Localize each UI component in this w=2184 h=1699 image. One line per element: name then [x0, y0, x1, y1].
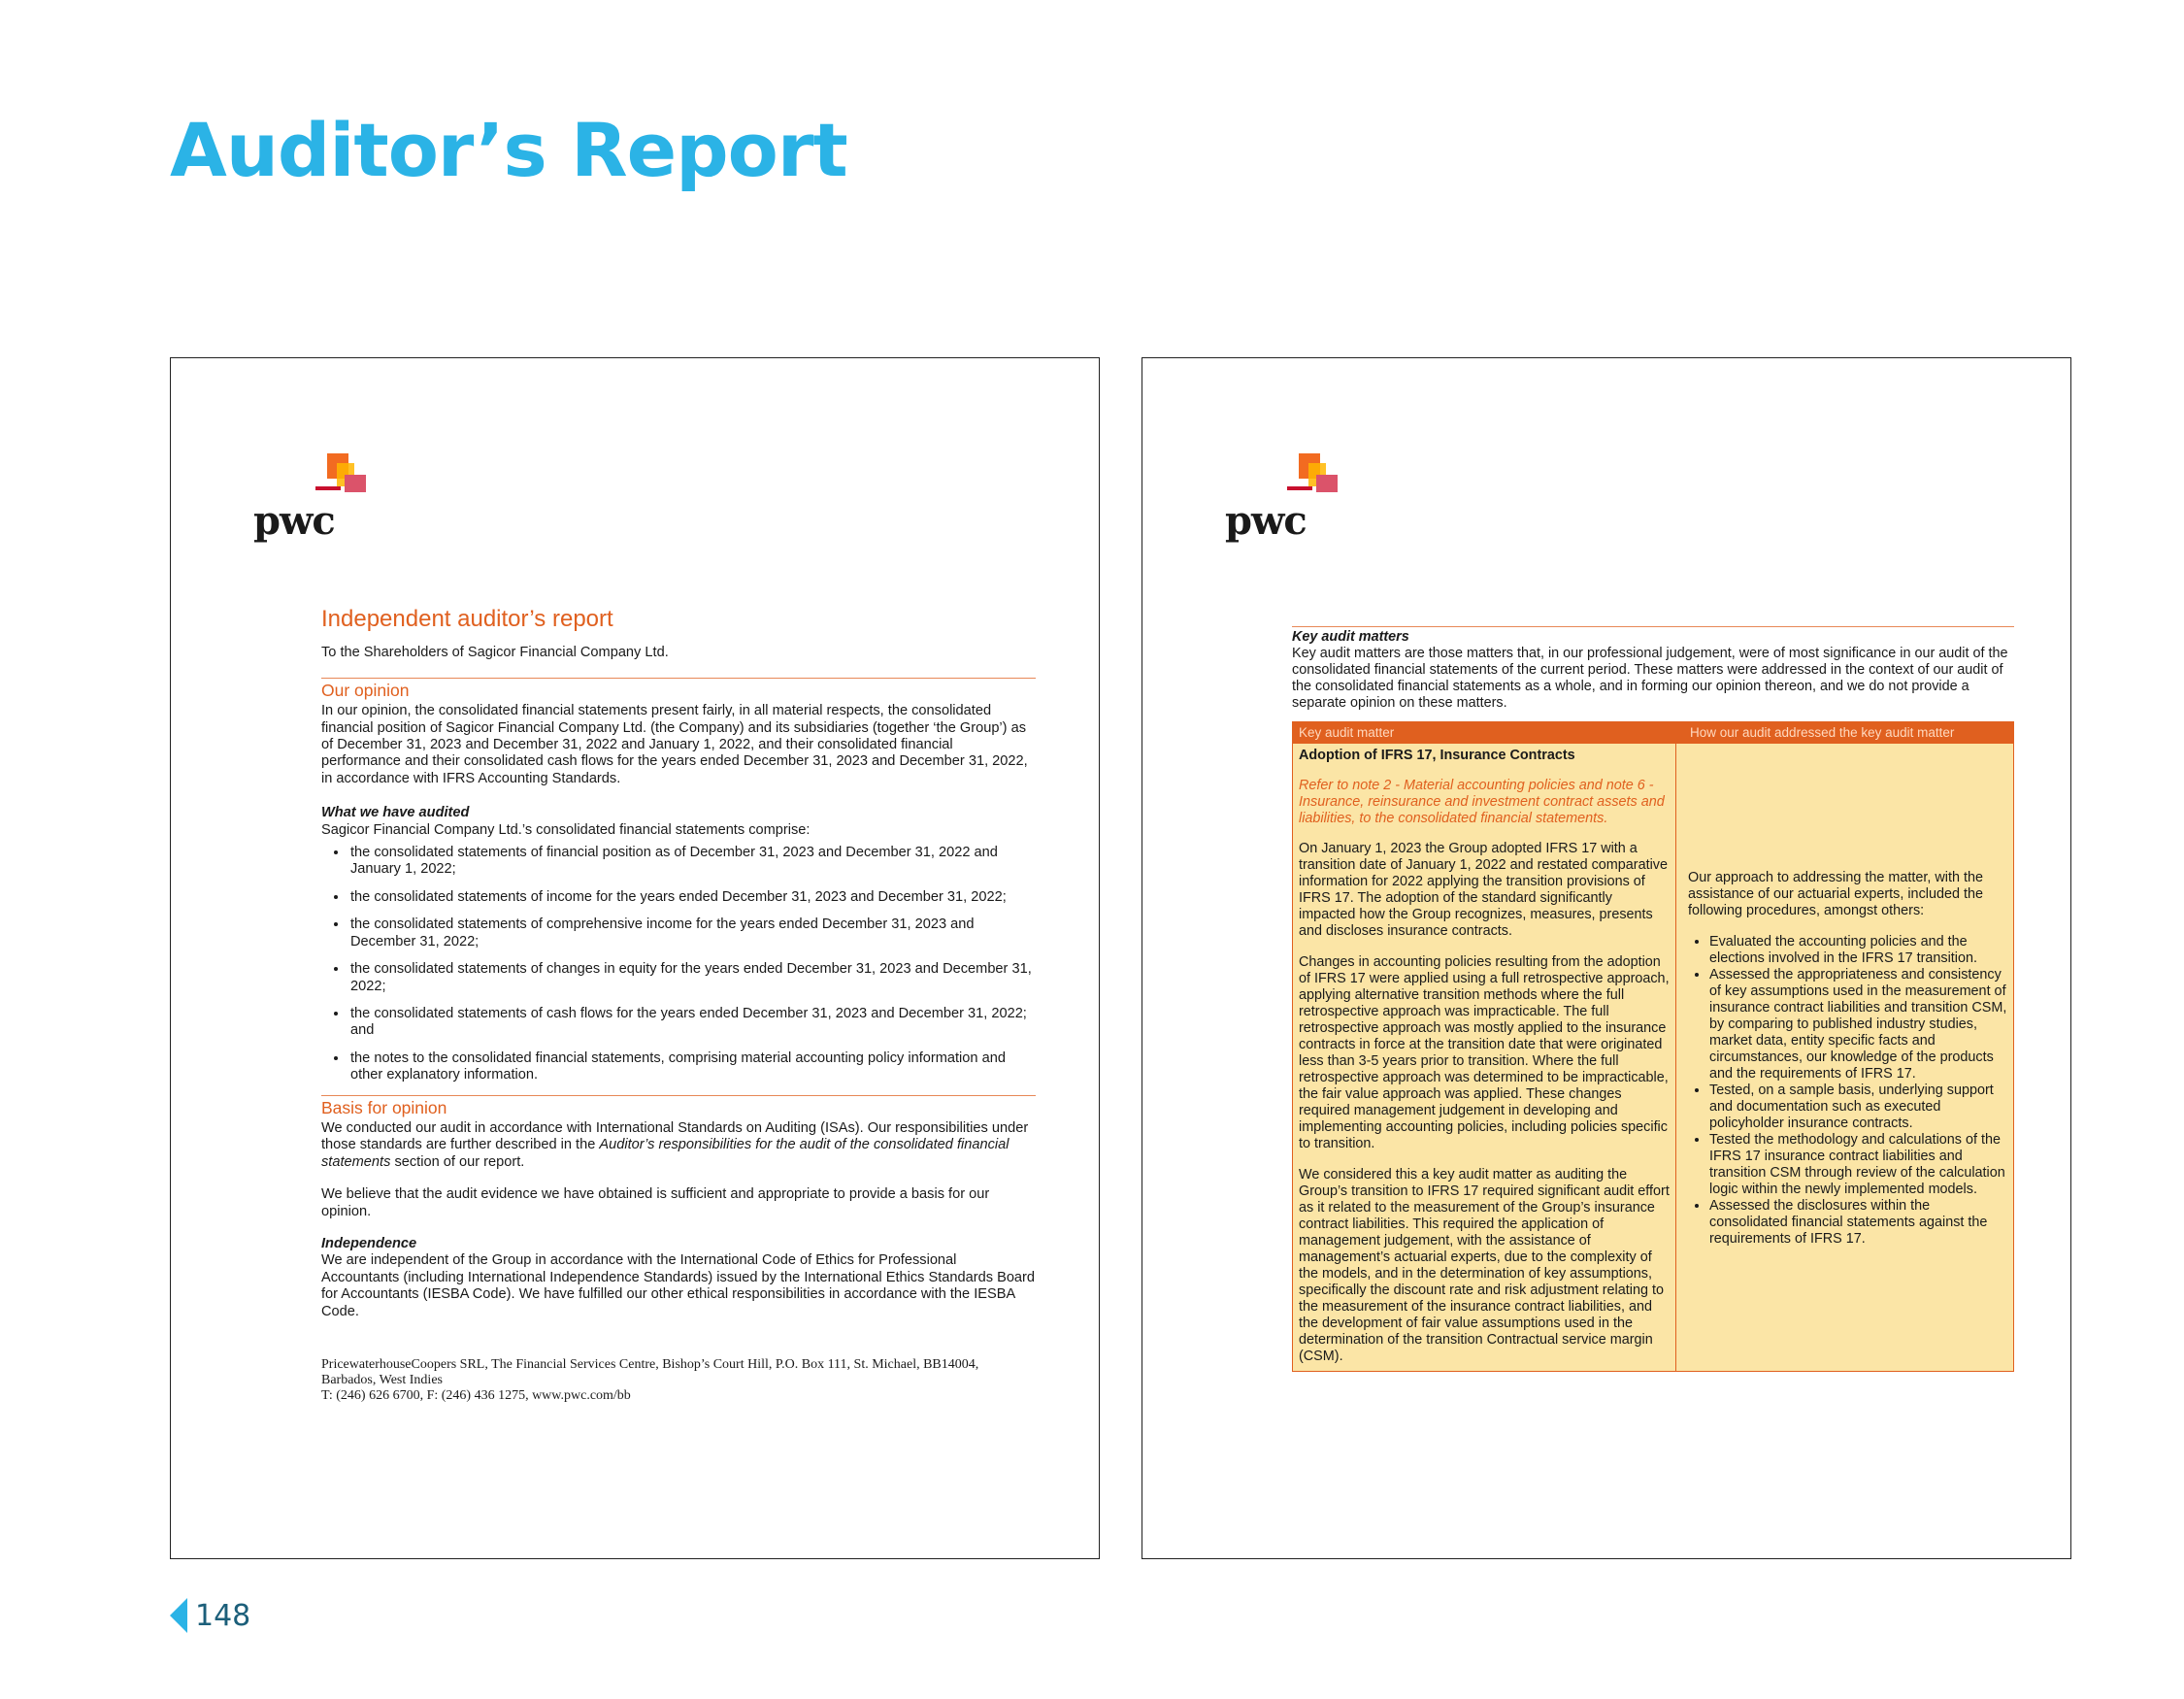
basis-text-part: section of our report. — [394, 1153, 525, 1170]
section-heading-opinion: Our opinion — [321, 680, 410, 700]
address-line: T: (246) 626 6700, F: (246) 436 1275, www.pwc.com/bb — [321, 1388, 631, 1403]
kam-table-body — [1293, 744, 2013, 1371]
section-heading-basis: Basis for opinion — [321, 1097, 447, 1117]
firm-address — [321, 1357, 1036, 1404]
pwc-wordmark: pwc — [1225, 498, 1307, 544]
page-footer — [170, 1598, 250, 1633]
list-item: • the consolidated statements of comprehensive income for the years ended December 31, 2023 and December 31, 2022; — [348, 916, 1036, 950]
address-line: PricewaterhouseCoopers SRL, The Financial Services Centre, Bishop’s Court Hill, P.O. Box 111, St. Michael, BB14004, — [321, 1357, 979, 1372]
previous-page-arrow-icon[interactable] — [170, 1598, 187, 1633]
list-item: • the consolidated statements of financial position as of December 31, 2023 and December 31, 2022 and January 1, 2022; — [348, 845, 1036, 879]
list-item: • the consolidated statements of cash flows for the years ended December 31, 2023 and December 31, 2022; and — [348, 1006, 1036, 1040]
kam-paragraph: On January 1, 2023 the Group adopted IFRS 17 with a transition date of January 1, 2022 and restated comparative information for 2022 applying the transition provisions of IFRS 17. The adoption of the standard significantly impacted how the Group recognizes, measures, presents and discloses insurance contracts. — [1299, 841, 1668, 939]
pwc-wordmark: pwc — [253, 498, 335, 544]
kam-col1-header: Key audit matter — [1299, 725, 1395, 740]
report-title: Independent auditor’s report — [321, 606, 613, 632]
procedures-list — [1688, 934, 2007, 1248]
kam-paragraph: Changes in accounting policies resulting from the adoption of IFRS 17 were applied using a full retrospective approach, applying alternative transition methods where the full retrospective approach was impracticable. The full retrospective approach was mostly applied to the insurance contracts in force at the transition date that were originated less than 3-5 years prior to transition. Where the full retrospective approach was determined to be impracticable, the fair value approach was applied. These changes required management judgement in developing and implementing accounting policies, including policies specific to transition. — [1299, 954, 1670, 1151]
kam-table — [1292, 721, 2014, 1372]
divider — [321, 678, 1036, 679]
report-page-right — [1142, 357, 2071, 1559]
audited-heading: What we have audited — [321, 805, 470, 821]
kam-table-header — [1293, 722, 2013, 744]
kam-heading: Key audit matters — [1292, 629, 1409, 645]
key-audit-matters-section — [1292, 626, 2014, 1372]
audited-intro: Sagicor Financial Company Ltd.’s consolidated financial statements comprise: — [321, 821, 811, 838]
pwc-logo — [253, 453, 370, 543]
kam-response-cell — [1676, 744, 2013, 1371]
list-item: • Evaluated the accounting policies and the elections involved in the IFRS 17 transition. — [1709, 934, 2007, 967]
basis-text-part: We conducted our audit in accordance with International Standards on Auditing (ISAs). Our responsibilities under those standards are further described in the — [321, 1119, 1029, 1153]
list-item: • Assessed the appropriateness and consistency of key assumptions used in the measurement of insurance contract liabilities and transition CSM, by comparing to published industry studies, market data, entity specific facts and circumstances, our knowledge of the products and the requirements of IFRS 17. — [1709, 967, 2007, 1083]
list-item: • the consolidated statements of income for the years ended December 31, 2023 and December 31, 2022; — [348, 889, 1036, 906]
page-number: 148 — [195, 1598, 251, 1633]
kam-paragraph: We considered this a key audit matter as auditing the Group’s transition to IFRS 17 required significant audit effort as it related to the measurement of the Group’s insurance contract liabilities. This required the application of management judgement, with the assistance of management’s actuarial experts, due to the complexity of the models, and in the determination of key assumptions, specifically the discount rate and risk adjustment relating to the measurement of the insurance contract liabilities, and the development of fair value assumptions used in the determination of the transition Contractual service margin (CSM). — [1299, 1167, 1670, 1364]
independence-text: We are independent of the Group in accordance with the International Code of Ethics for Professional Accountants (including International Independence Standards) issued by the International Ethics Standards Board for Accountants (IESBA Code). We have fulfilled our other ethical responsibilities in accordance with the IESBA Code. — [321, 1252, 1036, 1319]
report-body — [321, 606, 1036, 1404]
list-item: • Assessed the disclosures within the consolidated financial statements against the requirements of IFRS 17. — [1709, 1198, 2007, 1248]
list-item: • the notes to the consolidated financial statements, comprising material accounting policy information and other explanatory information. — [348, 1050, 1036, 1084]
kam-col2-header: How our audit addressed the key audit matter — [1690, 725, 1955, 740]
independence-heading: Independence — [321, 1235, 417, 1251]
basis-evidence-text: We believe that the audit evidence we have obtained is sufficient and appropriate to provide a basis for our opinion. — [321, 1186, 990, 1219]
divider — [1292, 626, 2014, 627]
page-title: Auditor’s Report — [170, 107, 847, 193]
kam-matter-cell — [1293, 744, 1676, 1371]
basis-text — [321, 1120, 1036, 1171]
report-page-left — [170, 357, 1100, 1559]
kam-reference: Refer to note 2 - Material accounting policies and note 6 - Insurance, reinsurance and investment contract assets and liabilities, to the consolidated financial statements. — [1299, 778, 1665, 826]
list-item: • Tested, on a sample basis, underlying support and documentation such as executed policyholder insurance contracts. — [1709, 1083, 2007, 1132]
pwc-logo — [1225, 453, 1341, 543]
list-item: • the consolidated statements of changes in equity for the years ended December 31, 2023 and December 31, 2022; — [348, 961, 1036, 995]
addressee: To the Shareholders of Sagicor Financial Company Ltd. — [321, 645, 669, 661]
opinion-text: In our opinion, the consolidated financial statements present fairly, in all material respects, the consolidated financial position of Sagicor Financial Company Ltd. (the Company) and its subsidiaries (together ‘the Group’) as of December 31, 2023 and December 31, 2022 and January 1, 2022, and their consolidated financial performance and their consolidated cash flows for the years ended December 31, 2023 and December 31, 2022, in accordance with IFRS Accounting Standards. — [321, 703, 1028, 786]
list-item: • Tested the methodology and calculations of the IFRS 17 insurance contract liabilities and transition CSM through review of the calculation logic within the newly implemented models. — [1709, 1132, 2007, 1198]
kam-title: Adoption of IFRS 17, Insurance Contracts — [1299, 748, 1575, 763]
divider — [321, 1095, 1036, 1096]
basis-text-italic: Auditor’s responsibilities for the audit of the consolidated financial statements — [321, 1137, 1009, 1170]
address-line: Barbados, West Indies — [321, 1373, 443, 1387]
statements-list — [321, 845, 1036, 1083]
kam-intro: Key audit matters are those matters that, in our professional judgement, were of most significance in our audit of the consolidated financial statements of the current period. These matters were addressed in the context of our audit of the consolidated financial statements as a whole, and in forming our opinion thereon, and we do not provide a separate opinion on these matters. — [1292, 646, 2008, 711]
approach-text: Our approach to addressing the matter, with the assistance of our actuarial experts, included the following procedures, amongst others: — [1688, 870, 1983, 918]
